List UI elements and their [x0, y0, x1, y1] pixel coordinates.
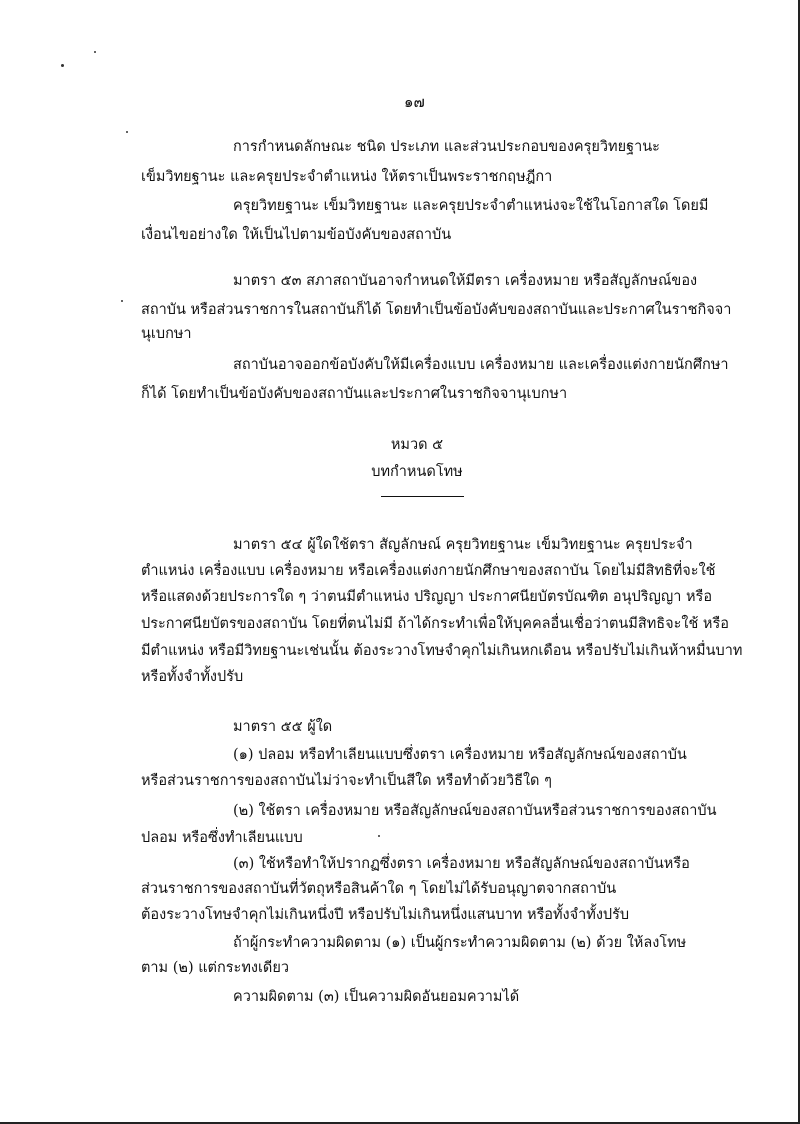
text-line: ปลอม หรือซึ่งทำเลียนแบบ [141, 830, 303, 846]
text-line: การกำหนดลักษณะ ชนิด ประเภท และส่วนประกอบของครุยวิทยฐานะ [233, 139, 660, 155]
text-line: ประกาศนียบัตรของสถาบัน โดยที่ตนไม่มี ถ้าได้กระทำเพื่อให้บุคคลอื่นเชื่อว่าตนมีสิทธิจะใช้ หรือ [141, 616, 729, 632]
text-line: ตาม (๒) แต่กระทงเดียว [141, 960, 289, 976]
text-line: เงื่อนไขอย่างใด ให้เป็นไปตามข้อบังคับของสถาบัน [141, 227, 452, 243]
text-line: ความผิดตาม (๓) เป็นความผิดอันยอมความได้ [233, 989, 520, 1005]
text-line: ต้องระวางโทษจำคุกไม่เกินหนึ่งปี หรือปรับไม่เกินหนึ่งแสนบาท หรือทั้งจำทั้งปรับ [141, 907, 630, 923]
chapter-number: หมวด ๕ [390, 437, 444, 453]
scan-speck [121, 300, 123, 302]
text-line: หรือส่วนราชการของสถาบันไม่ว่าจะทำเป็นสีใด หรือทำด้วยวิธีใด ๆ [141, 773, 552, 789]
chapter-divider [381, 496, 464, 497]
text-line: หรือทั้งจำทั้งปรับ [141, 669, 244, 685]
text-line: ส่วนราชการของสถาบันที่วัตถุหรือสินค้าใด ๆ โดยไม่ได้รับอนุญาตจากสถาบัน [141, 881, 617, 897]
clause-3-line: (๓) ใช้หรือทำให้ปรากฏซึ่งตรา เครื่องหมาย หรือสัญลักษณ์ของสถาบันหรือ [233, 856, 690, 872]
clause-2-line: (๒) ใช้ตรา เครื่องหมาย หรือสัญลักษณ์ของสถาบันหรือส่วนราชการของสถาบัน [233, 803, 717, 819]
text-line: หรือแสดงด้วยประการใด ๆ ว่าตนมีตำแหน่ง ปริญญา ประกาศนียบัตรบัณฑิต อนุปริญญา หรือ [141, 589, 713, 605]
scan-speck [94, 51, 96, 53]
page-number: ๑๗ [404, 93, 425, 111]
clause-1-line: (๑) ปลอม หรือทำเลียนแบบซึ่งตรา เครื่องหมาย หรือสัญลักษณ์ของสถาบัน [233, 747, 687, 763]
scan-speck [126, 131, 128, 133]
text-line: ก็ได้ โดยทำเป็นข้อบังคับของสถาบันและประกาศในราชกิจจานุเบกษา [141, 386, 568, 402]
section-54-line: มาตรา ๕๔ ผู้ใดใช้ตรา สัญลักษณ์ ครุยวิทยฐานะ เข็มวิทยฐานะ ครุยประจำ [233, 537, 693, 553]
text-line: ครุยวิทยฐานะ เข็มวิทยฐานะ และครุยประจำตำแหน่งจะใช้ในโอกาสใด โดยมี [233, 198, 709, 214]
text-line: นุเบกษา [141, 326, 192, 342]
text-line: สถาบันอาจออกข้อบังคับให้มีเครื่องแบบ เครื่องหมาย และเครื่องแต่งกายนักศึกษา [233, 357, 729, 373]
text-line: ถ้าผู้กระทำความผิดตาม (๑) เป็นผู้กระทำความผิดตาม (๒) ด้วย ให้ลงโทษ [233, 935, 687, 951]
text-line: ตำแหน่ง เครื่องแบบ เครื่องหมาย หรือเครื่องแต่งกายนักศึกษาของสถาบัน โดยไม่มีสิทธิที่จะใช้ [141, 563, 716, 579]
text-line: มีตำแหน่ง หรือมีวิทยฐานะเช่นนั้น ต้องระวางโทษจำคุกไม่เกินหกเดือน หรือปรับไม่เกินห้าหมื่นบาท [141, 643, 743, 659]
section-53-line: มาตรา ๕๓ สภาสถาบันอาจกำหนดให้มีตรา เครื่องหมาย หรือสัญลักษณ์ของ [233, 273, 698, 289]
text-line: เข็มวิทยฐานะ และครุยประจำตำแหน่ง ให้ตราเป็นพระราชกฤษฎีกา [141, 169, 553, 185]
section-55-line: มาตรา ๕๕ ผู้ใด [233, 719, 333, 735]
chapter-title: บทกำหนดโทษ [371, 464, 463, 480]
scan-speck [378, 835, 380, 837]
scan-speck [61, 64, 64, 67]
text-line: สถาบัน หรือส่วนราชการในสถาบันก็ได้ โดยทำเป็นข้อบังคับของสถาบันและประกาศในราชกิจจา [141, 302, 732, 318]
